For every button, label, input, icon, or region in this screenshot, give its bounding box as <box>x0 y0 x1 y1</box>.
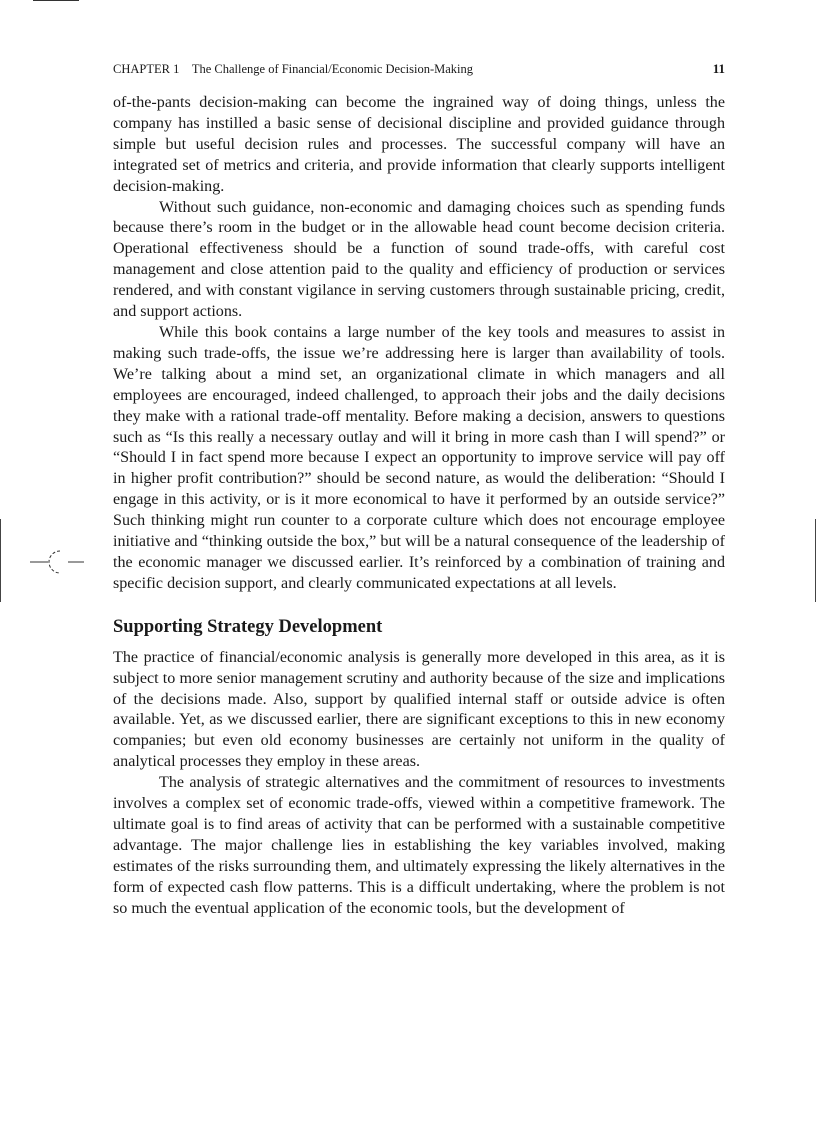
left-crop-line <box>0 519 1 602</box>
paragraph-1: of-the-pants decision-making can become the ingrained way of doing things, unless the company has instilled a basic sense of decisional discipline and provided guidance through simple but useful decision rules and processes. The successful company will have an integrated set of metrics and criteria, and provide information that clearly supports intelligent decision-making. <box>113 94 725 195</box>
paragraph-2: Without such guidance, non-economic and damaging choices such as spending funds because there’s room in the budget or in the allowable head count become decision criteria. Operational effectiveness should be a function of sound trade-offs, with careful cost management and close attention paid to the quality and efficiency of production or services rendered, and with constant vigilance in serving customers through sustainable pricing, credit, and support actions. <box>113 198 725 321</box>
section-paragraph-2: The analysis of strategic alternatives and the commitment of resources to investments involves a complex set of economic trade-offs, viewed within a competitive framework. The ultimate goal is to find areas of activity that can be performed with a sustainable competitive advantage. The major challenge lies in establishing the key variables involved, making estimates of the risks surrounding them, and ultimately expressing the likely alternatives in the form of expected cash flow patterns. This is a difficult undertaking, where the problem is not so much the eventual application of the economic tools, but the development of <box>113 774 725 917</box>
running-head <box>113 61 725 77</box>
body-text <box>113 93 725 920</box>
top-crop-mark <box>33 0 79 1</box>
chapter-title: CHAPTER 1 The Challenge of Financial/Economic Decision-Making <box>113 62 473 76</box>
paragraph-3: While this book contains a large number of the key tools and measures to assist in making such trade-offs, the issue we’re addressing here is larger than availability of tools. We’re talking about a mind set, an organizational climate in which managers and all employees are encouraged, indeed challenged, to approach their jobs and the daily decisions they make with a rational trade-off mentality. Before making a decision, answers to questions such as “Is this really a necessary outlay and will it bring in more cash than I will spend?” or “Should I in fact spend more because I expect an opportunity to improve service will pay off in higher profit contribution?” should be second nature, as would the deliberation: “Should I engage in this activity, or is it more economical to have it performed by an outside service?” Such thinking might run counter to a corporate culture which does not encourage employee initiative and “thinking outside the box,” but will be a natural consequence of the leadership of the economic manager we discussed earlier. It’s reinforced by a combination of training and specific decision support, and clearly communicated expectations at all levels. <box>113 323 725 592</box>
section-heading: Supporting Strategy Development <box>113 616 383 637</box>
page-number: 11 <box>712 61 725 76</box>
registration-mark-icon <box>30 547 86 577</box>
section-paragraph-1: The practice of financial/economic analysis is generally more developed in this area, as it is subject to more senior management scrutiny and authority because of the size and implications of the decisions made. Also, support by qualified internal staff or outside advice is often available. Yet, as we discussed earlier, there are significant exceptions to this in new economy companies; but even old economy businesses are certainly not uniform in the quality of analytical processes they employ in these areas. <box>113 648 725 771</box>
